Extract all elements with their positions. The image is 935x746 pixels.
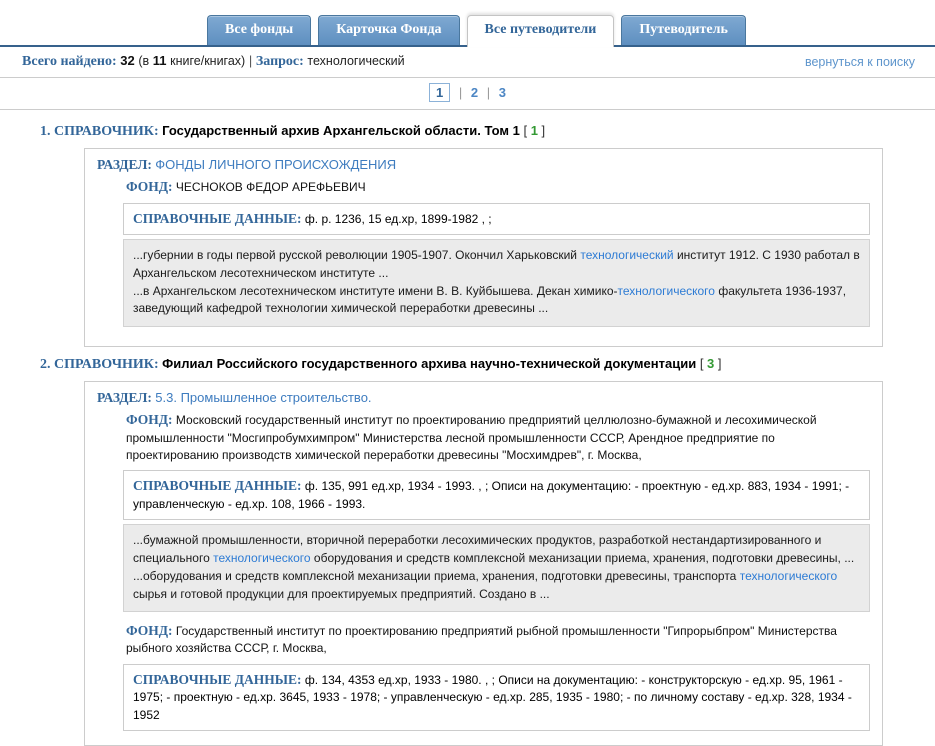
- fond-label: ФОНД:: [126, 412, 176, 428]
- fond-line: [126, 177, 870, 197]
- fond-line: [126, 621, 870, 658]
- result-title: [40, 356, 883, 374]
- result-title: [40, 123, 883, 141]
- razdel-link[interactable]: ФОНДЫ ЛИЧНОГО ПРОИСХОЖДЕНИЯ: [155, 157, 397, 173]
- query-label: Запрос:: [255, 54, 304, 69]
- tab-bar: [0, 0, 935, 47]
- page-separator: |: [486, 85, 491, 100]
- reference-data-box: [123, 664, 870, 731]
- fond-line: [126, 410, 870, 464]
- snippet-text: оборудования и средств комплексной механизации приема, хранения, подготовки древесины, ...: [310, 550, 855, 565]
- snippet-box: [123, 239, 870, 327]
- highlighted-term: технологического: [617, 284, 715, 299]
- snippet-box: [123, 524, 870, 612]
- reference-data-box: [123, 470, 870, 520]
- found-label: Всего найдено:: [22, 54, 117, 69]
- fond-group: [123, 177, 870, 327]
- result-type-label: 1. СПРАВОЧНИК:: [40, 124, 163, 139]
- count-bracket-close: ]: [714, 355, 722, 371]
- tab-fond-card[interactable]: Карточка Фонда: [318, 15, 459, 45]
- snippet-line: [133, 283, 860, 318]
- result-entry: [0, 123, 935, 347]
- books-close: книге/книгах): [170, 54, 246, 68]
- result-title-text: Филиал Российского государственного архива научно-технической документации: [162, 355, 700, 371]
- books-count: 11: [152, 53, 167, 68]
- reference-data-label: СПРАВОЧНЫЕ ДАННЫЕ:: [133, 478, 305, 494]
- razdel-line: [97, 157, 870, 173]
- highlighted-term: технологический: [580, 248, 674, 263]
- count-bracket-open: [: [523, 123, 531, 138]
- page-separator: |: [458, 85, 463, 100]
- snippet-text: институт 1912. С 1930 работал в Архангельском лесотехническом институте ...: [133, 248, 860, 280]
- razdel-label: РАЗДЕЛ:: [97, 157, 156, 173]
- reference-data-label: СПРАВОЧНЫЕ ДАННЫЕ:: [133, 210, 305, 226]
- results-meta-row: [0, 47, 935, 78]
- fond-group: [123, 410, 870, 612]
- reference-data-label: СПРАВОЧНЫЕ ДАННЫЕ:: [133, 671, 305, 687]
- highlighted-term: технологического: [213, 550, 311, 565]
- pagination: [0, 78, 935, 110]
- back-to-search-link[interactable]: вернуться к поиску: [804, 54, 915, 69]
- fond-value: Государственный институт по проектированию предприятий рыбной промышленности "Гипрорыбпром" Министерства рыбного хозяйства СССР, г. Москва,: [126, 623, 837, 656]
- tab-guide[interactable]: Путеводитель: [621, 15, 746, 45]
- result-count-link[interactable]: 1: [530, 123, 538, 138]
- books-open: (в: [138, 54, 150, 68]
- snippet-text: ...бумажной промышленности, вторичной переработки лесохимических продуктов, разработкой нестандартизированного и специального: [133, 533, 822, 565]
- reference-data-value: ф. р. 1236, 15 ед.хр, 1899-1982 , ;: [304, 211, 492, 226]
- fond-label: ФОНД:: [126, 622, 176, 638]
- razdel-box: [84, 148, 883, 347]
- razdel-label: РАЗДЕЛ:: [97, 390, 156, 406]
- page-link-3[interactable]: 3: [498, 85, 506, 100]
- snippet-line: [133, 532, 860, 567]
- reference-data-value: ф. 135, 991 ед.хр, 1934 - 1993. , ; Описи на документацию: - проектную - ед.хр. 883, 1934 - 1991; - управленческую - ед.хр. 108, 1966 - 1993.: [133, 479, 850, 511]
- highlighted-term: технологического: [739, 569, 838, 584]
- page-link-2[interactable]: 2: [470, 85, 479, 100]
- fond-label: ФОНД:: [126, 179, 176, 195]
- count-bracket-open: [: [699, 355, 708, 371]
- razdel-link[interactable]: 5.3. Промышленное строительство.: [155, 390, 372, 406]
- reference-data-box: [123, 203, 870, 236]
- count-bracket-close: ]: [537, 123, 546, 138]
- tab-all-fonds[interactable]: Все фонды: [207, 15, 311, 45]
- fond-value: Московский государственный институт по проектированию предприятий целлюлозно-бумажной и лесохимической промышленности "Мосгипробумхимпром" Министерства лесной промышленности СССР, Арендное предприятие по проектированию производств химической переработки древесины "Мосхимдрев", г. Москва,: [126, 413, 817, 463]
- page-current[interactable]: 1: [429, 83, 450, 102]
- result-entry: [0, 356, 935, 746]
- snippet-text: ...в Архангельском лесотехническом институте имени В. В. Куйбышева. Декан химико-: [133, 284, 618, 299]
- snippet-text: ...губернии в годы первой русской революции 1905-1907. Окончил Харьковский: [133, 248, 581, 263]
- tab-all-guides[interactable]: Все путеводители: [467, 15, 615, 47]
- razdel-box: [84, 381, 883, 746]
- results-summary: [22, 53, 405, 70]
- reference-data-value: ф. 134, 4353 ед.хр, 1933 - 1980. , ; Описи на документацию: - конструкторскую - ед.хр. 95, 1961 - 1975; - проектную - ед.хр. 3645, 1933 - 1978; - управленческую - ед.хр. 285, 1935 - 1980; - по личному составу - ед.хр. 328, 1934 - 1952: [133, 672, 852, 722]
- razdel-line: [97, 390, 870, 406]
- result-title-text: Государственный архив Архангельской области. Том 1: [162, 123, 524, 138]
- snippet-text: ...оборудования и средств комплексной механизации приема, хранения, подготовки древесины, транспорта: [133, 569, 740, 584]
- found-count: 32: [120, 53, 135, 68]
- search-results-list: [0, 110, 935, 746]
- snippet-text: сырья и готовой продукции для проектируемых предприятий. Создано в ...: [133, 586, 550, 601]
- snippet-line: [133, 247, 860, 282]
- query-value: технологический: [307, 54, 405, 68]
- snippet-line: [133, 568, 860, 603]
- snippet-text: факультета 1936-1937, заведующий кафедрой технологии химической переработки древесины ...: [133, 284, 847, 316]
- fond-group: [123, 621, 870, 731]
- result-count-link[interactable]: 3: [707, 355, 715, 371]
- result-type-label: 2. СПРАВОЧНИК:: [40, 356, 163, 372]
- meta-separator: |: [248, 53, 253, 68]
- fond-value: ЧЕСНОКОВ ФЕДОР АРЕФЬЕВИЧ: [175, 180, 366, 195]
